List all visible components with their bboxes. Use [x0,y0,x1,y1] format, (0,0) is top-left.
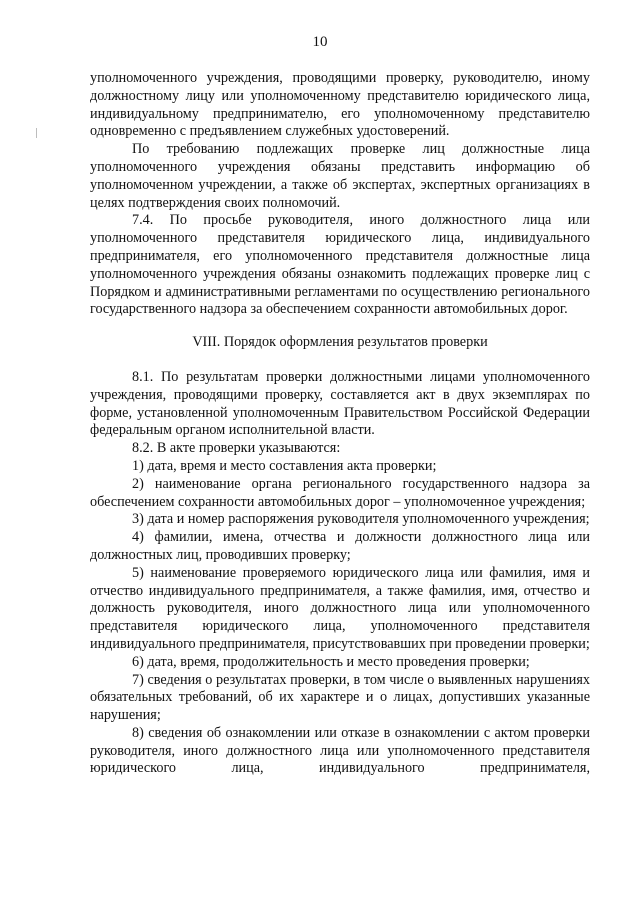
paragraph-credentials: уполномоченного учреждения, проводящими проверку, руководителю, иному должностному лицу или уполномоченному представителю юридического лица, индивидуальному предпринимателю, его уполномоченному представителю одновременно с предъявлением служебных удостоверений. [90,70,590,140]
section-heading: VIII. Порядок оформления результатов проверки [192,334,488,351]
list-item-8: 8) сведения об ознакомлении или отказе в ознакомлении с актом проверки руководителя, иного должностного лица или уполномоченного представителя юридического лица, индивидуального предпринимателя, [90,724,590,777]
list-item-1: 1) дата, время и место составления акта проверки; [132,457,437,474]
list-item-3: 3) дата и номер распоряжения руководителя уполномоченного учреждения; [132,511,590,528]
document-body [90,70,590,778]
paragraph-8-2: 8.2. В акте проверки указываются: [132,440,341,457]
paragraph-8-1: 8.1. По результатам проверки должностными лицами уполномоченного учреждения, проводящими проверку, составляется акт в двух экземплярах по форме, установленной уполномоченным Правительством Российской Федерации федеральным органом исполнительной власти. [90,368,590,439]
scan-margin-mark [36,128,37,138]
paragraph-authority-info: По требованию подлежащих проверке лиц должностные лица уполномоченного учреждения обязаны представить информацию об уполномоченном учреждении, а также об экспертах, экспертных организациях в целях подтверждения своих полномочий. [90,141,590,211]
list-item-5: 5) наименование проверяемого юридического лица или фамилия, имя и отчество индивидуального предпринимателя, а также фамилия, имя, отчество и должность руководителя, иного должностного лица или уполномоченного представителя юридического лица, уполномоченного представителя индивидуального предпринимателя, присутствовавших при проведении проверки; [90,564,590,652]
list-item-6: 6) дата, время, продолжительность и место проведения проверки; [132,653,530,670]
paragraph-7-4: 7.4. По просьбе руководителя, иного должностного лица или уполномоченного представителя юридического лица, индивидуального предпринимателя, его уполномоченного представителя должностные лица уполномоченного учреждения обязаны ознакомить подлежащих проверке лиц с Порядком и административными регламентами по осуществлению регионального государственного надзора за обеспечением сохранности автомобильных дорог. [90,212,590,318]
page-number: 10 [312,34,328,50]
list-item-4: 4) фамилии, имена, отчества и должности должностного лица или должностных лиц, проводивших проверку; [90,529,590,563]
list-item-7: 7) сведения о результатах проверки, в том числе о выявленных нарушениях обязательных требований, об их характере и о лицах, допустивших указанные нарушения; [90,671,590,724]
list-item-2: 2) наименование органа регионального государственного надзора за обеспечением сохранности автомобильных дорог – уполномоченное учреждения; [90,475,590,510]
